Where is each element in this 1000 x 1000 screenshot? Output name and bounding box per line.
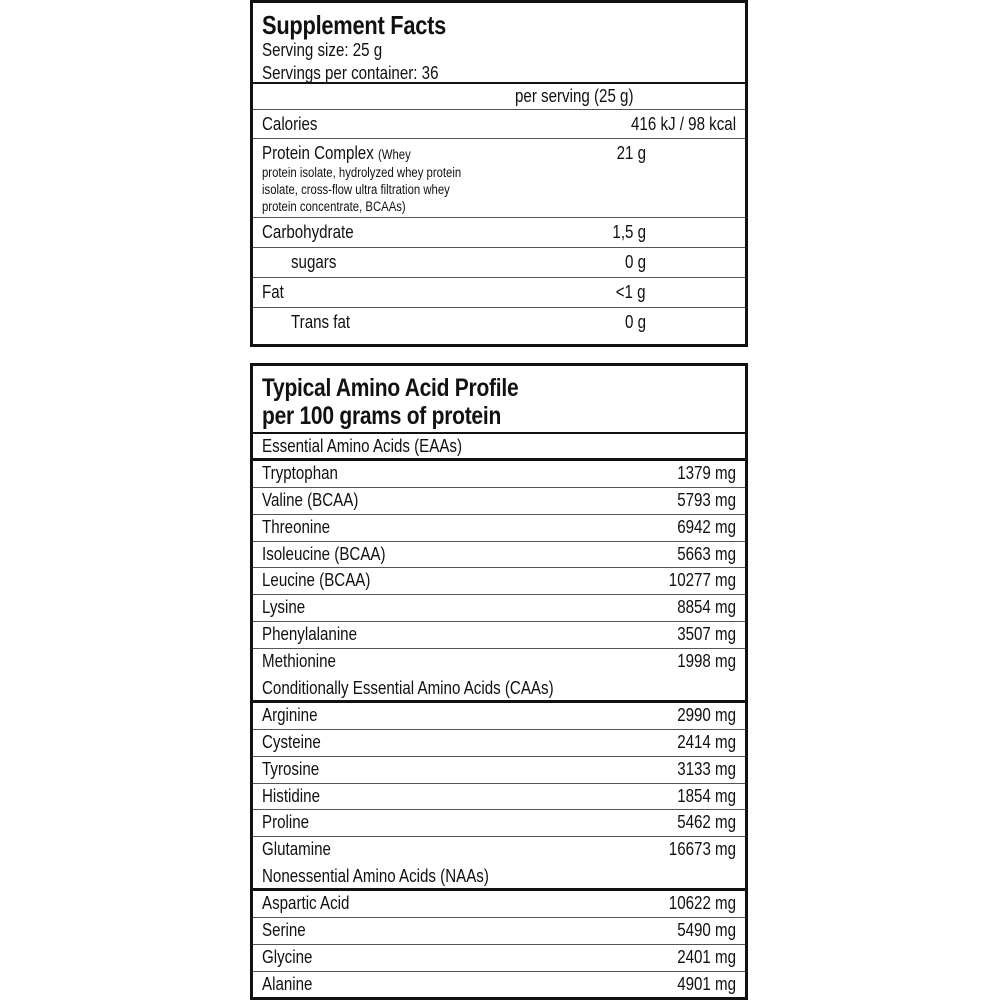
nutrient-note-line: protein concentrate, BCAAs) xyxy=(262,199,406,214)
supplement-facts-header xyxy=(253,3,745,84)
amino-acid-value: 5462 mg xyxy=(677,812,736,833)
amino-acid-name: Leucine (BCAA) xyxy=(262,570,371,591)
nutrient-row-calories xyxy=(253,110,745,139)
per-serving-header: per serving (25 g) xyxy=(515,86,634,106)
amino-acid-name: Phenylalanine xyxy=(262,624,357,645)
amino-acid-name: Aspartic Acid xyxy=(262,893,350,914)
supplement-facts-title: Supplement Facts xyxy=(262,10,447,40)
amino-acid-name: Histidine xyxy=(262,785,320,806)
amino-acid-row xyxy=(253,810,745,837)
nutrient-row-fat xyxy=(253,278,745,308)
amino-acid-row xyxy=(253,515,745,542)
nutrient-value: 21 g xyxy=(616,143,646,163)
amino-acid-row xyxy=(253,703,745,730)
section-heading: Conditionally Essential Amino Acids (CAAs) xyxy=(262,678,554,699)
amino-acid-name: Cysteine xyxy=(262,731,321,752)
amino-acid-value: 16673 mg xyxy=(668,839,736,860)
nutrient-label: Carbohydrate xyxy=(262,222,354,242)
amino-profile-body xyxy=(253,434,745,999)
amino-acid-value: 4901 mg xyxy=(677,973,736,994)
amino-acid-name: Threonine xyxy=(262,516,331,537)
nutrient-value: 416 kJ / 98 kcal xyxy=(630,114,736,134)
supplement-facts-table xyxy=(250,0,748,347)
nutrient-label: Fat xyxy=(262,282,284,302)
section-heading: Nonessential Amino Acids (NAAs) xyxy=(262,866,489,887)
amino-acid-value: 1379 mg xyxy=(677,462,736,483)
amino-acid-value: 2414 mg xyxy=(677,731,736,752)
amino-acid-value: 2990 mg xyxy=(677,704,736,725)
amino-profile-subtitle: per 100 grams of protein xyxy=(262,402,502,430)
amino-profile-header xyxy=(253,366,745,434)
amino-acid-value: 10277 mg xyxy=(668,570,736,591)
nutrient-row-carbohydrate xyxy=(253,218,745,248)
amino-acid-value: 1998 mg xyxy=(677,651,736,672)
section-heading-row xyxy=(253,676,745,703)
amino-acid-row xyxy=(253,542,745,569)
amino-acid-name: Lysine xyxy=(262,597,306,618)
amino-acid-name: Tryptophan xyxy=(262,462,338,483)
amino-acid-row xyxy=(253,730,745,757)
amino-profile-title: Typical Amino Acid Profile xyxy=(262,374,519,402)
amino-acid-value: 8854 mg xyxy=(677,597,736,618)
amino-acid-name: Proline xyxy=(262,812,310,833)
nutrient-label: sugars xyxy=(291,252,337,272)
amino-acid-value: 3507 mg xyxy=(677,624,736,645)
nutrient-value: <1 g xyxy=(616,282,646,302)
section-heading-row xyxy=(253,864,745,891)
amino-acid-value: 2401 mg xyxy=(677,946,736,967)
nutrient-note-line: isolate, cross-flow ultra filtration whey xyxy=(262,182,450,197)
nutrient-row-trans-fat xyxy=(253,308,745,338)
amino-acid-name: Valine (BCAA) xyxy=(262,489,359,510)
amino-acid-row xyxy=(253,568,745,595)
serving-size: Serving size: 25 g xyxy=(262,40,383,60)
nutrient-value: 0 g xyxy=(624,252,646,272)
amino-acid-name: Arginine xyxy=(262,704,318,725)
amino-acid-value: 10622 mg xyxy=(668,893,736,914)
column-header-row xyxy=(253,84,745,110)
amino-acid-value: 5793 mg xyxy=(677,489,736,510)
amino-acid-name: Serine xyxy=(262,920,306,941)
section-heading: Essential Amino Acids (EAAs) xyxy=(262,436,463,456)
amino-acid-row xyxy=(253,488,745,515)
nutrient-note: (Whey xyxy=(377,147,411,162)
nutrient-label: Protein Complex xyxy=(262,143,374,163)
amino-acid-row xyxy=(253,461,745,488)
amino-acid-name: Glycine xyxy=(262,946,313,967)
servings-per-container: Servings per container: 36 xyxy=(262,63,439,83)
amino-acid-name: Tyrosine xyxy=(262,758,320,779)
amino-acid-value: 1854 mg xyxy=(677,785,736,806)
amino-acid-row xyxy=(253,757,745,784)
nutrient-label: Trans fat xyxy=(291,312,351,332)
amino-acid-value: 5663 mg xyxy=(677,543,736,564)
amino-acid-row xyxy=(253,891,745,918)
amino-acid-value: 6942 mg xyxy=(677,516,736,537)
amino-acid-row xyxy=(253,784,745,811)
amino-acid-name: Alanine xyxy=(262,973,313,994)
nutrient-value: 0 g xyxy=(624,312,646,332)
amino-acid-value: 3133 mg xyxy=(677,758,736,779)
amino-acid-name: Glutamine xyxy=(262,839,331,860)
amino-acid-row xyxy=(253,649,745,676)
amino-acid-row xyxy=(253,837,745,864)
amino-acid-name: Methionine xyxy=(262,651,336,672)
amino-acid-value: 5490 mg xyxy=(677,920,736,941)
amino-acid-row xyxy=(253,622,745,649)
amino-acid-row xyxy=(253,972,745,999)
amino-acid-row xyxy=(253,595,745,622)
amino-acid-profile-table xyxy=(250,363,748,1000)
amino-acid-row xyxy=(253,918,745,945)
amino-acid-name: Isoleucine (BCAA) xyxy=(262,543,386,564)
amino-acid-row xyxy=(253,945,745,972)
nutrient-value: 1,5 g xyxy=(612,222,646,242)
nutrient-note-line: protein isolate, hydrolyzed whey protein xyxy=(262,165,462,180)
nutrient-row-sugars xyxy=(253,248,745,278)
nutrient-row-protein xyxy=(253,139,745,218)
section-heading-row xyxy=(253,434,745,461)
nutrient-label: Calories xyxy=(262,114,318,134)
